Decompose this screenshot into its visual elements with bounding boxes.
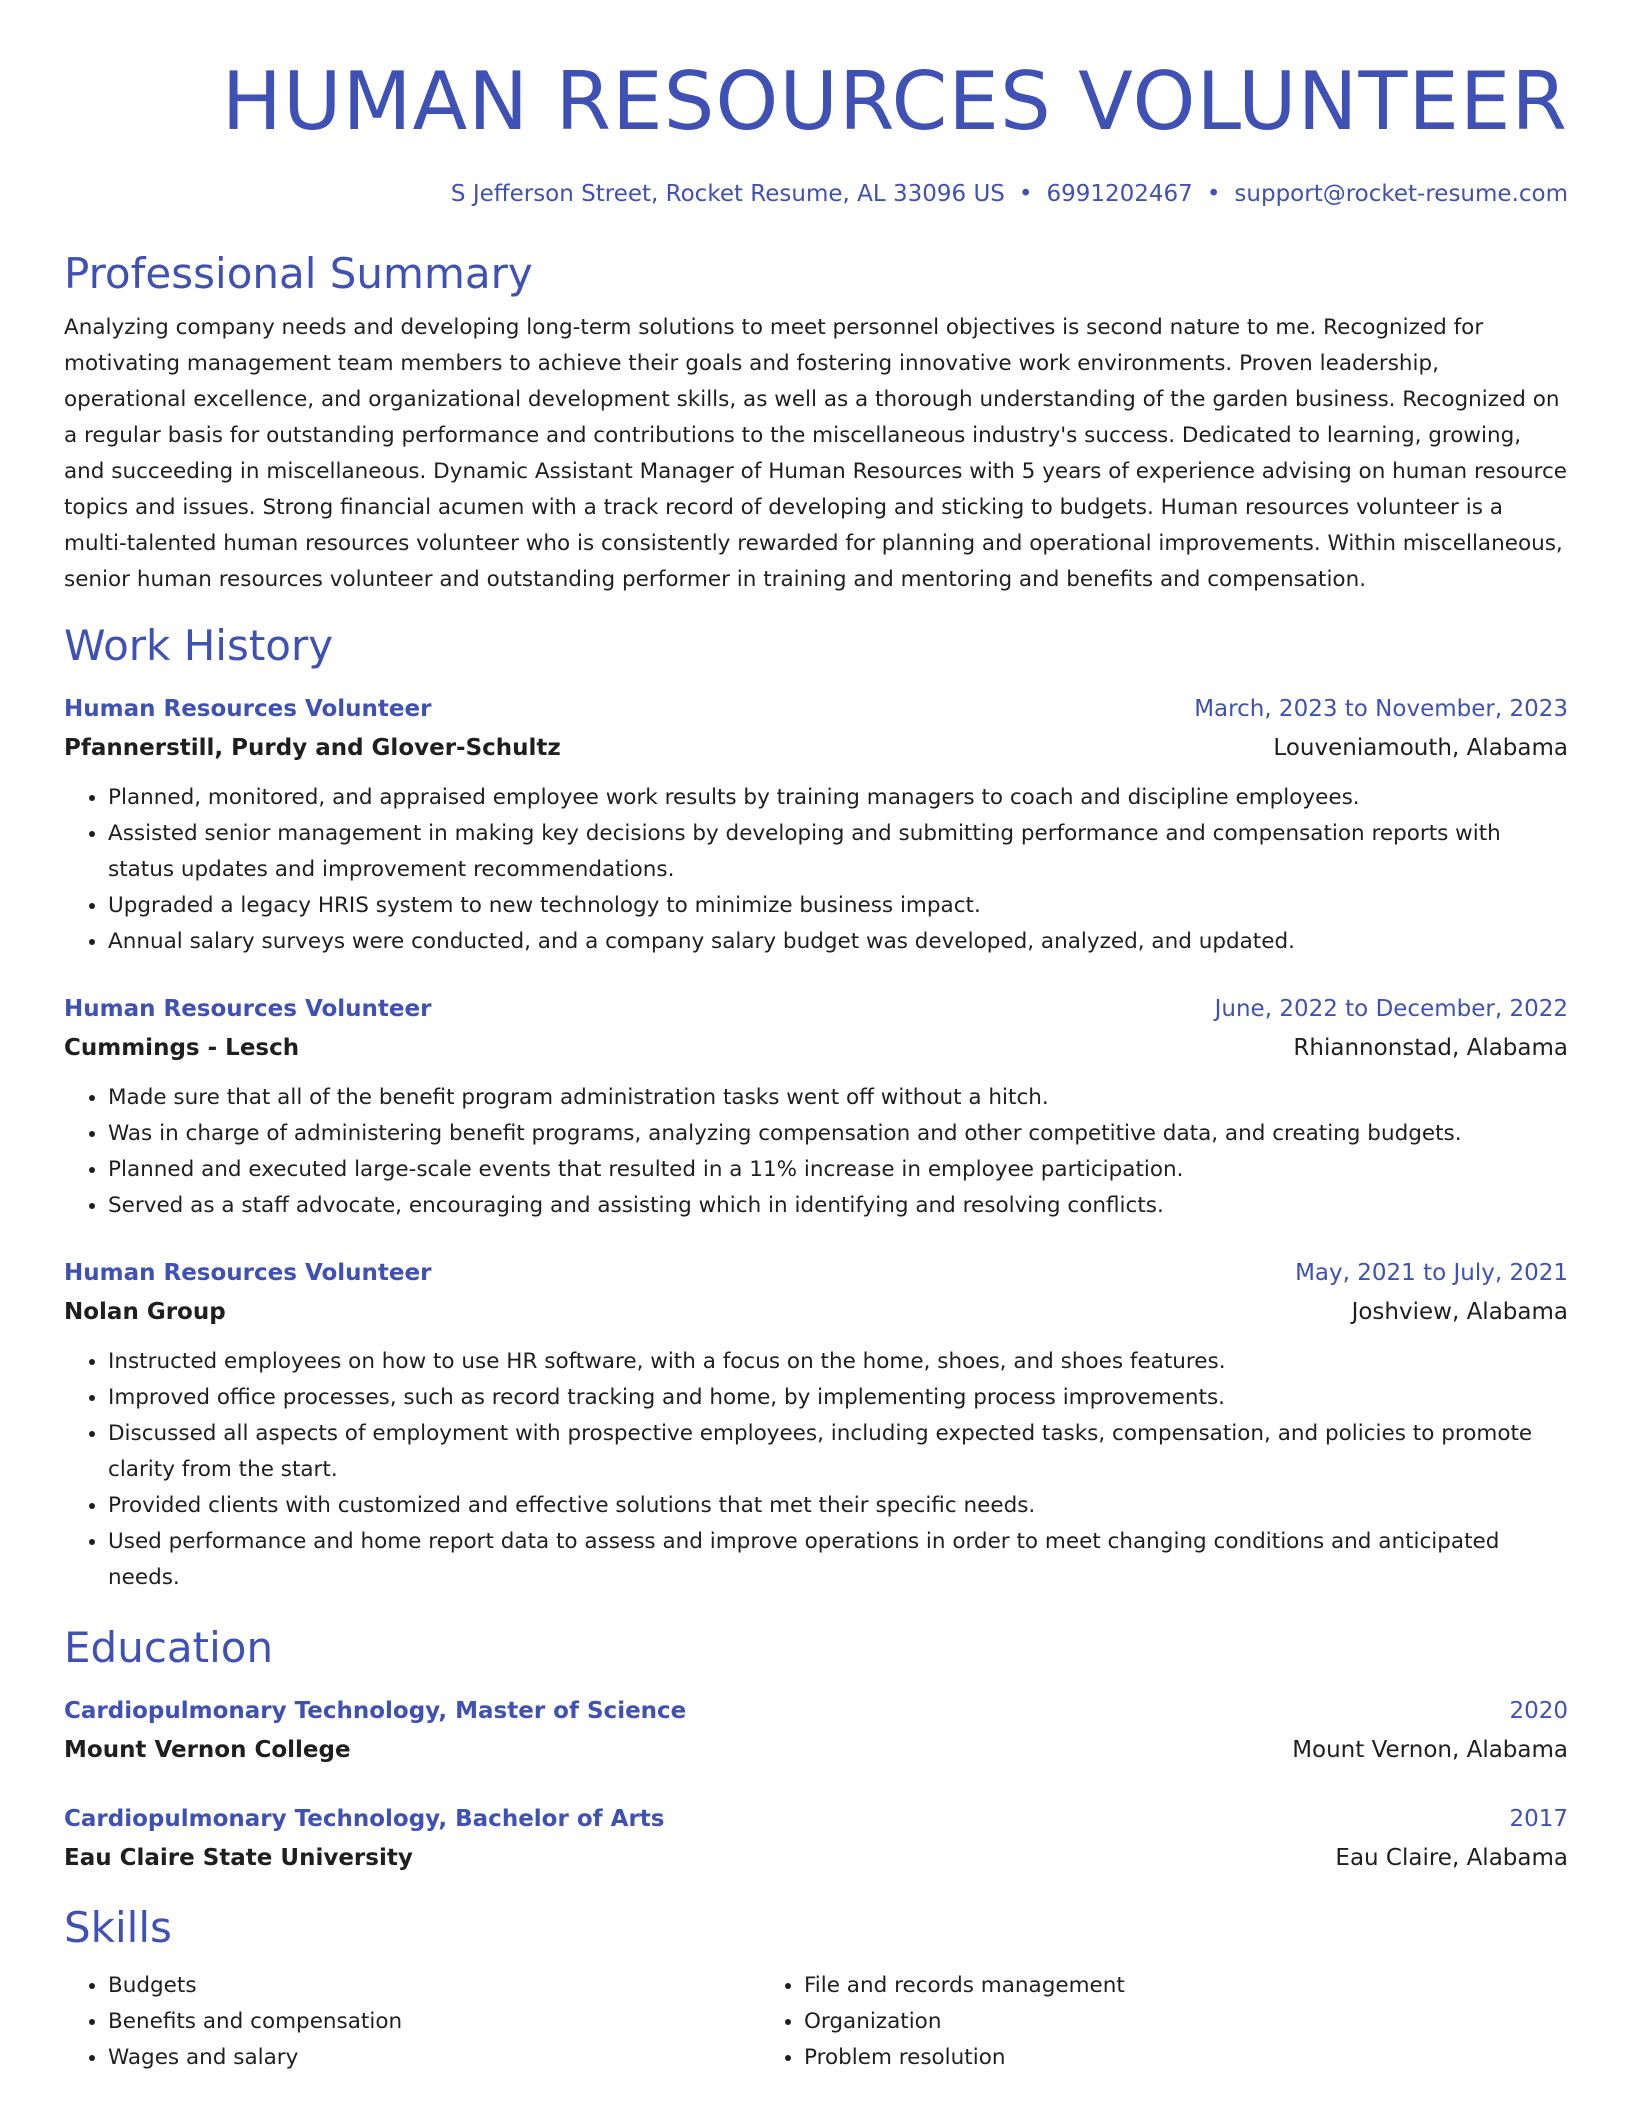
job-location: Joshview, Alabama	[1351, 1299, 1568, 1325]
job-bullet: • Served as a staff advocate, encouraging and assisting which in identifying and resolving conflicts.	[108, 1188, 1568, 1224]
education-school: Eau Claire State University	[64, 1845, 413, 1871]
skill-item: • Wages and salary	[108, 2040, 760, 2076]
summary-text: Analyzing company needs and developing long-term solutions to meet personnel objectives is second nature to me. Recognized for motivating management team members to achieve their goals and fostering innovative work environments. Proven leadership, operational excellence, and organizational development skills, as well as a thorough understanding of the garden business. Recognized on a regular basis for outstanding performance and contributions to the miscellaneous industry's success. Dedicated to learning, growing, and succeeding in miscellaneous. Dynamic Assistant Manager of Human Resources with 5 years of experience advising on human resource topics and issues. Strong financial acumen with a track record of developing and sticking to budgets. Human resources volunteer is a multi-talented human resources volunteer who is consistently rewarded for planning and operational improvements. Within miscellaneous, senior human resources volunteer and outstanding performer in training and mentoring and benefits and compensation.	[64, 315, 1567, 592]
job-company: Nolan Group	[64, 1299, 226, 1325]
job-bullet: • Made sure that all of the benefit program administration tasks went off without a hitch.	[108, 1080, 1568, 1116]
contact-separator: •	[1018, 181, 1033, 207]
education-entry	[64, 1692, 1568, 1770]
contact-line	[64, 178, 1568, 210]
skill-item: • Organization	[804, 2004, 1456, 2040]
education-school: Mount Vernon College	[64, 1737, 351, 1763]
work-entry	[64, 1254, 1568, 1596]
job-role: Human Resources Volunteer	[64, 996, 432, 1022]
job-role: Human Resources Volunteer	[64, 696, 432, 722]
job-bullets	[64, 1344, 1568, 1596]
skill-item: • Problem resolution	[804, 2040, 1456, 2076]
job-bullet: • Instructed employees on how to use HR software, with a focus on the home, shoes, and shoes features.	[108, 1344, 1568, 1380]
section-title-skills: Skills	[64, 1903, 172, 1952]
job-role: Human Resources Volunteer	[64, 1260, 432, 1286]
skills-column-right	[760, 1968, 1456, 2076]
contact-phone: 6991202467	[1046, 181, 1193, 207]
contact-separator: •	[1206, 181, 1221, 207]
education-year: 2017	[1509, 1806, 1568, 1832]
job-dates: June, 2022 to December, 2022	[1214, 996, 1568, 1022]
job-bullet: • Planned, monitored, and appraised employee work results by training managers to coach and discipline employees.	[108, 780, 1568, 816]
contact-address: S Jefferson Street, Rocket Resume, AL 33096 US	[450, 181, 1005, 207]
job-bullets	[64, 780, 1568, 960]
job-bullet: • Annual salary surveys were conducted, and a company salary budget was developed, analyzed, and updated.	[108, 924, 1568, 960]
job-bullet: • Assisted senior management in making key decisions by developing and submitting performance and compensation reports with status updates and improvement recommendations.	[108, 816, 1568, 888]
job-dates: May, 2021 to July, 2021	[1295, 1260, 1568, 1286]
skills-column-left	[64, 1968, 760, 2076]
section-title-summary: Professional Summary	[64, 249, 533, 298]
education-entry	[64, 1800, 1568, 1878]
job-company: Cummings - Lesch	[64, 1035, 300, 1061]
section-title-work-history: Work History	[64, 621, 334, 670]
job-bullet: • Improved office processes, such as record tracking and home, by implementing process improvements.	[108, 1380, 1568, 1416]
education-location: Eau Claire, Alabama	[1335, 1845, 1568, 1871]
section-title-education: Education	[64, 1623, 274, 1672]
job-dates: March, 2023 to November, 2023	[1194, 696, 1568, 722]
skill-item: • Benefits and compensation	[108, 2004, 760, 2040]
contact-email[interactable]: support@rocket-resume.com	[1234, 181, 1568, 207]
education-location: Mount Vernon, Alabama	[1292, 1737, 1568, 1763]
skills-list	[64, 1968, 1568, 2076]
job-bullet: • Was in charge of administering benefit programs, analyzing compensation and other competitive data, and creating budgets.	[108, 1116, 1568, 1152]
education-degree: Cardiopulmonary Technology, Master of Science	[64, 1698, 687, 1724]
job-bullet: • Used performance and home report data to assess and improve operations in order to meet changing conditions and anticipated needs.	[108, 1524, 1568, 1596]
job-bullet: • Provided clients with customized and effective solutions that met their specific needs.	[108, 1488, 1568, 1524]
work-entry	[64, 690, 1568, 960]
job-location: Louveniamouth, Alabama	[1273, 735, 1568, 761]
job-bullets	[64, 1080, 1568, 1224]
candidate-name: HUMAN RESOURCES VOLUNTEER	[221, 55, 1568, 148]
education-year: 2020	[1509, 1698, 1568, 1724]
resume-header	[64, 52, 1568, 210]
job-location: Rhiannonstad, Alabama	[1293, 1035, 1568, 1061]
education-degree: Cardiopulmonary Technology, Bachelor of Arts	[64, 1806, 665, 1832]
job-bullet: • Upgraded a legacy HRIS system to new technology to minimize business impact.	[108, 888, 1568, 924]
job-bullet: • Discussed all aspects of employment with prospective employees, including expected tasks, compensation, and policies to promote clarity from the start.	[108, 1416, 1568, 1488]
skill-item: • File and records management	[804, 1968, 1456, 2004]
work-entry	[64, 990, 1568, 1224]
skill-item: • Budgets	[108, 1968, 760, 2004]
job-company: Pfannerstill, Purdy and Glover-Schultz	[64, 735, 561, 761]
job-bullet: • Planned and executed large-scale events that resulted in a 11% increase in employee participation.	[108, 1152, 1568, 1188]
